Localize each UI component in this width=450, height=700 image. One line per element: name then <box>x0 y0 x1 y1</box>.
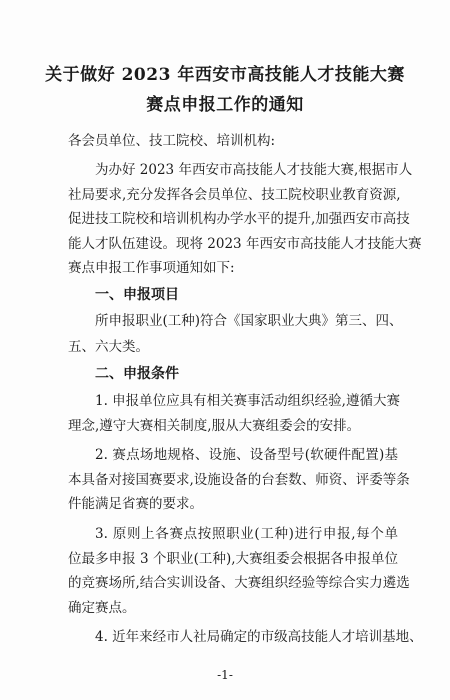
condition-item-1-line: 理念,遵守大赛相关制度,服从大赛组委会的安排。 <box>68 418 361 434</box>
intro-line: 赛点申报工作事项通知如下: <box>68 260 235 276</box>
condition-item-4-line: 4. 近年来经市人社局确定的市级高技能人才培训基地、 <box>95 629 423 645</box>
page-number: -1- <box>217 668 233 682</box>
section-heading-2: 二、申报条件 <box>95 366 179 382</box>
intro-line: 社局要求,充分发挥各会员单位、技工院校职业教育资源, <box>68 187 401 203</box>
condition-item-2-line: 2. 赛点场地规格、设施、设备型号(软硬件配置)基 <box>95 447 398 463</box>
condition-item-3-line: 的竞赛场所,结合实训设备、大赛组织经验等综合实力遴选 <box>68 575 410 591</box>
salutation: 各会员单位、技工院校、培训机构: <box>68 133 276 149</box>
intro-line: 为办好 2023 年西安市高技能人才技能大赛,根据市人 <box>95 162 413 178</box>
condition-item-2-line: 件能满足省赛的要求。 <box>68 496 203 512</box>
section-1-line: 所申报职业(工种)符合《国家职业大典》第三、四、 <box>95 313 403 329</box>
condition-item-1-line: 1. 申报单位应具有相关赛事活动组织经验,遵循大赛 <box>95 393 400 409</box>
condition-item-3-line: 3. 原则上各赛点按照职业(工种)进行申报,每个单 <box>95 526 398 542</box>
section-1-line: 五、六大类。 <box>68 339 149 355</box>
condition-item-2-line: 本具备对接国赛要求,设施设备的台套数、师资、评委等条 <box>68 472 410 488</box>
intro-line: 促进技工院校和培训机构办学水平的提升,加强西安市高技 <box>68 211 410 227</box>
intro-line: 能人才队伍建设。现将 2023 年西安市高技能人才技能大赛 <box>68 236 422 252</box>
document-title-line-2: 赛点申报工作的通知 <box>146 95 304 115</box>
document-title-line-1: 关于做好 2023 年西安市高技能人才技能大赛 <box>45 65 405 85</box>
condition-item-3-line: 确定赛点。 <box>68 600 136 616</box>
condition-item-3-line: 位最多申报 3 个职业(工种),大赛组委会根据各申报单位 <box>68 551 398 567</box>
section-heading-1: 一、申报项目 <box>95 287 179 303</box>
